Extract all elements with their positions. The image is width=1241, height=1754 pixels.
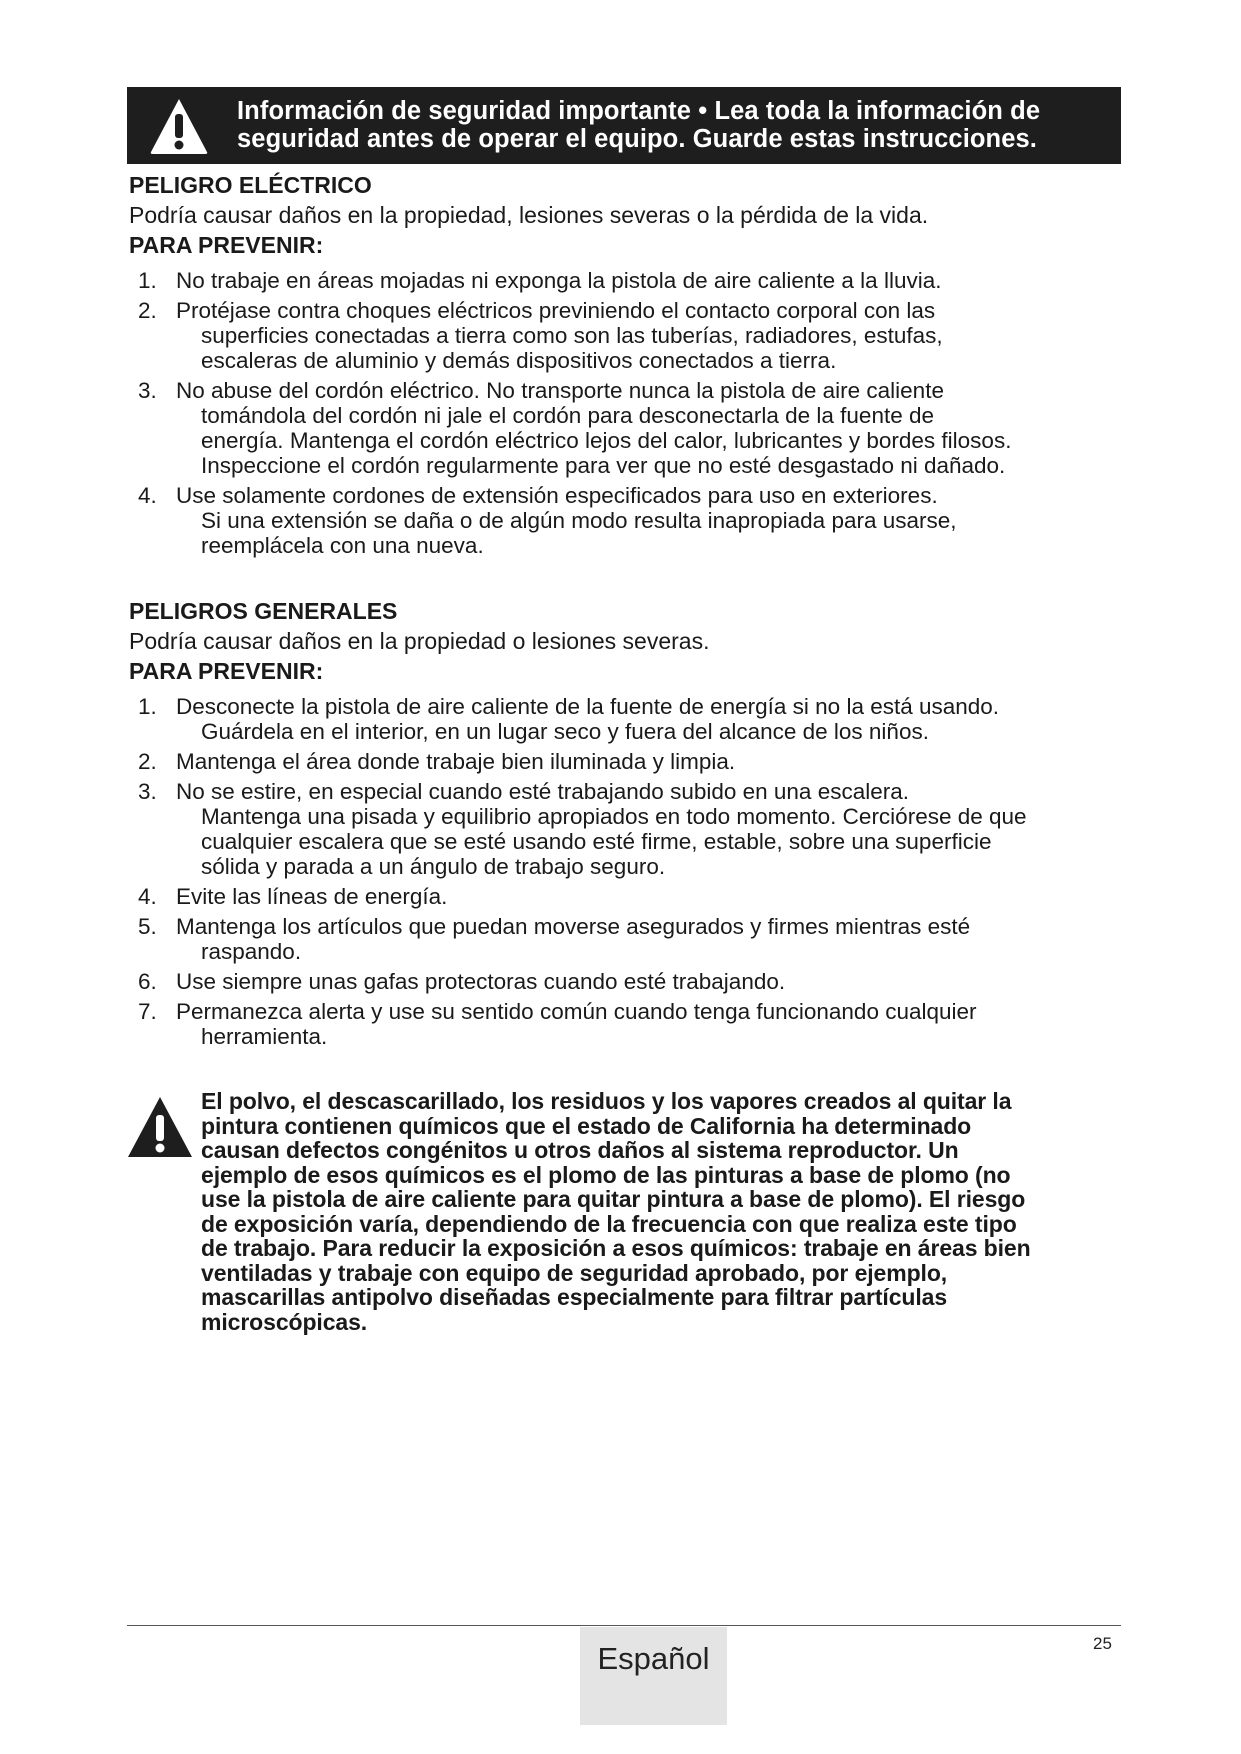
- list-item: [129, 298, 1129, 373]
- item-text: Use solamente cordones de extensión especificados para uso en exteriores.: [176, 483, 938, 508]
- item-text: Mantenga el área donde trabaje bien iluminada y limpia.: [176, 749, 736, 774]
- item-text: Evite las líneas de energía.: [176, 884, 448, 909]
- banner-title-line-2: seguridad antes de operar el equipo. Guarde estas instrucciones.: [237, 125, 1037, 153]
- item-number: 5.: [138, 914, 157, 939]
- item-number: 3.: [138, 378, 157, 403]
- page-number: 25: [1093, 1634, 1112, 1653]
- warning-text: [201, 1089, 1131, 1334]
- warning-line: mascarillas antipolvo diseñadas especialmente para filtrar partículas: [201, 1284, 948, 1310]
- item-text: Protéjase contra choques eléctricos previniendo el contacto corporal con las: [176, 298, 936, 323]
- list-item: [129, 483, 1129, 558]
- item-number: 6.: [138, 969, 157, 994]
- item-number: 4.: [138, 483, 157, 508]
- general-hazards-intro: Podría causar daños en la propiedad o lesiones severas.: [129, 628, 710, 654]
- list-item: [129, 999, 1129, 1049]
- item-text: No trabaje en áreas mojadas ni exponga la pistola de aire caliente a la lluvia.: [176, 268, 942, 293]
- warning-line: ejemplo de esos químicos es el plomo de las pinturas a base de plomo (no: [201, 1161, 1011, 1188]
- item-text: tomándola del cordón ni jale el cordón para desconectarla de la fuente de: [201, 403, 934, 428]
- item-text: superficies conectadas a tierra como son las tuberías, radiadores, estufas,: [201, 323, 943, 348]
- banner-title: [237, 97, 1107, 153]
- list-item: [129, 969, 1129, 994]
- electric-hazard-heading: PELIGRO ELÉCTRICO: [129, 172, 372, 198]
- item-text: reemplácela con una nueva.: [201, 533, 484, 558]
- item-text: cualquier escalera que se esté usando esté firme, estable, sobre una superficie: [201, 829, 992, 854]
- list-item: [129, 914, 1129, 964]
- item-text: escaleras de aluminio y demás dispositivos conectados a tierra.: [201, 348, 837, 373]
- item-text: raspando.: [201, 939, 302, 964]
- california-warning: [127, 1089, 1127, 1339]
- language-tab: [580, 1627, 727, 1725]
- list-item: [129, 694, 1129, 744]
- warning-line: microscópicas.: [201, 1308, 368, 1335]
- warning-line: causan defectos congénitos u otros daños al sistema reproductor. Un: [201, 1137, 959, 1163]
- electric-prevention-list: [129, 268, 1129, 563]
- warning-line: de trabajo. Para reducir la exposición a esos químicos: trabaje en áreas bien: [201, 1235, 1031, 1261]
- list-item: [129, 268, 1129, 293]
- list-item: [129, 884, 1129, 909]
- item-number: 3.: [138, 779, 157, 804]
- safety-banner: [127, 87, 1121, 164]
- language-label: Español: [597, 1641, 710, 1676]
- electric-prevent-label: PARA PREVENIR:: [129, 232, 324, 258]
- warning-triangle-icon: [149, 96, 209, 156]
- item-text: Desconecte la pistola de aire caliente de la fuente de energía si no la está usando.: [176, 694, 1000, 719]
- warning-line: El polvo, el descascarillado, los residuos y los vapores creados al quitar la: [201, 1088, 1012, 1114]
- list-item: [129, 378, 1129, 478]
- item-text: sólida y parada a un ángulo de trabajo seguro.: [201, 854, 666, 879]
- item-number: 2.: [138, 749, 157, 774]
- item-text: Inspeccione el cordón regularmente para ver que no esté desgastado ni dañado.: [201, 453, 1006, 478]
- item-text: Mantenga una pisada y equilibrio apropiados en todo momento. Cerciórese de que: [201, 804, 1027, 829]
- item-number: 2.: [138, 298, 157, 323]
- item-text: No se estire, en especial cuando esté trabajando subido en una escalera.: [176, 779, 909, 804]
- list-item: [129, 749, 1129, 774]
- electric-hazard-intro: Podría causar daños en la propiedad, lesiones severas o la pérdida de la vida.: [129, 202, 929, 228]
- warning-line: pintura contienen químicos que el estado de California ha determinado: [201, 1112, 972, 1139]
- banner-title-line-1: Información de seguridad importante • Lea toda la información de: [237, 97, 1041, 125]
- item-text: Si una extensión se daña o de algún modo resulta inapropiada para usarse,: [201, 508, 957, 533]
- item-number: 1.: [138, 694, 157, 719]
- footer-divider: [127, 1625, 1121, 1626]
- item-text: herramienta.: [201, 1024, 328, 1049]
- general-hazards-heading: PELIGROS GENERALES: [129, 598, 398, 624]
- item-number: 7.: [138, 999, 157, 1024]
- warning-triangle-icon: [127, 1095, 193, 1159]
- item-text: energía. Mantenga el cordón eléctrico lejos del calor, lubricantes y bordes filosos.: [201, 428, 1012, 453]
- item-text: No abuse del cordón eléctrico. No transporte nunca la pistola de aire caliente: [176, 378, 944, 403]
- item-number: 4.: [138, 884, 157, 909]
- item-text: Permanezca alerta y use su sentido común cuando tenga funcionando cualquier: [176, 999, 977, 1024]
- general-prevent-label: PARA PREVENIR:: [129, 658, 324, 684]
- item-text: Guárdela en el interior, en un lugar seco y fuera del alcance de los niños.: [201, 719, 929, 744]
- item-text: Mantenga los artículos que puedan moverse asegurados y firmes mientras esté: [176, 914, 971, 939]
- general-prevention-list: [129, 694, 1129, 1054]
- warning-line: de exposición varía, dependiendo de la frecuencia con que realiza este tipo: [201, 1210, 1017, 1237]
- item-text: Use siempre unas gafas protectoras cuando esté trabajando.: [176, 969, 786, 994]
- warning-line: ventiladas y trabaje con equipo de seguridad aprobado, por ejemplo,: [201, 1259, 948, 1286]
- item-number: 1.: [138, 268, 157, 293]
- list-item: [129, 779, 1129, 879]
- warning-line: use la pistola de aire caliente para quitar pintura a base de plomo). El riesgo: [201, 1186, 1026, 1212]
